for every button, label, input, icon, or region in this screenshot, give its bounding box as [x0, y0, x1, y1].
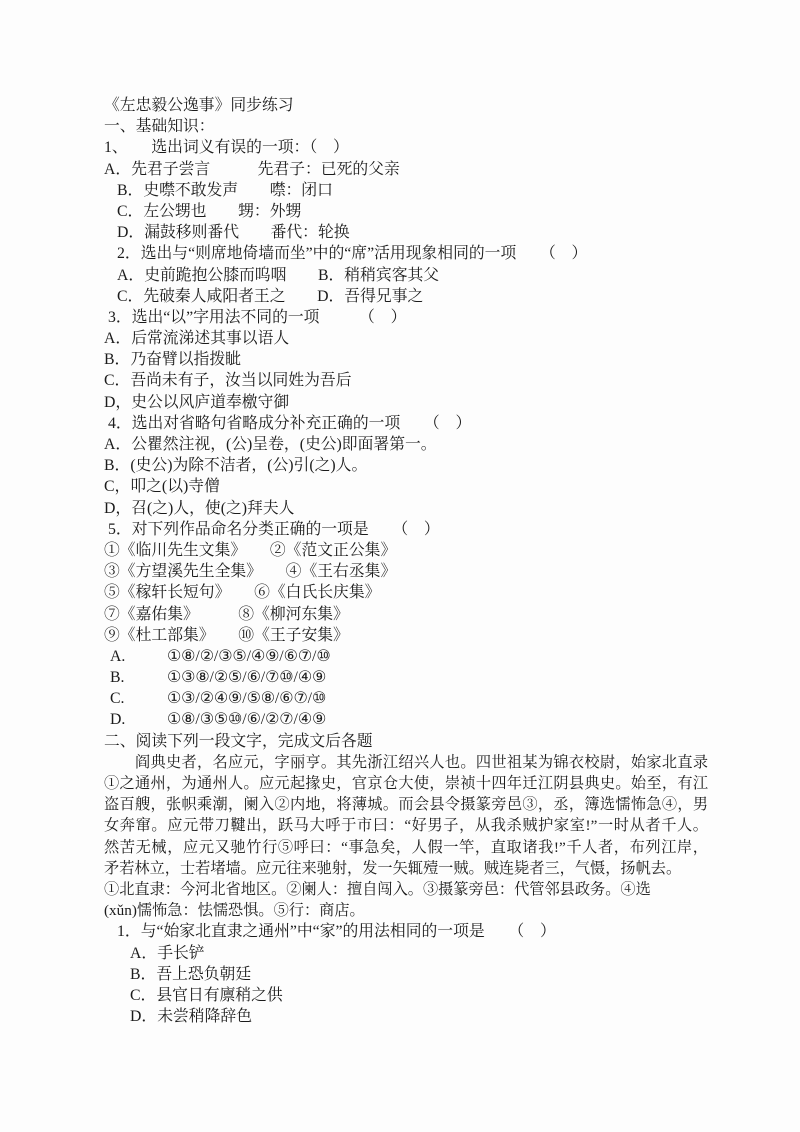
q1-option-d: D．漏鼓移则番代 番代：轮换	[117, 224, 350, 242]
passage-line: 女奔窜。应元带刀鞬出，跃马大呼于市曰：“好男子，从我杀贼护家室!”一时从者千人。	[104, 817, 708, 835]
q4-option-b: B．(史公)为除不洁者，(公)引(之)人。	[104, 457, 368, 475]
q1-option-b: B．史噤不敢发声 噤：闭口	[117, 181, 333, 199]
document-title: 《左忠毅公逸事》同步练习	[104, 97, 294, 114]
q5-item-row: ⑨《杜工部集》 ⑩《王子安集》	[104, 626, 349, 644]
passage-line: 阎典史者，名应元，字丽亨。其先浙江绍兴人也。四世祖某为锦衣校尉，始家北直录	[135, 753, 708, 771]
passage-line: 盗百艘，张帜乘潮，阑入②内地，将薄城。而会县令摄篆旁邑③，丞，簿选懦怖急④，男	[104, 796, 708, 814]
q5-stem: 5．对下列作品命名分类正确的一项是 （ ）	[108, 520, 440, 538]
passage-line: 然苦无械，应元又驰竹行⑤呼曰：“事急矣，人假一竿，直取诸我!”千人者，布列江岸，	[104, 838, 708, 856]
q1-option-c: C．左公甥也 甥：外甥	[117, 202, 302, 220]
passage-line: ①之通州，为通州人。应元起掾史，官京仓大使，崇祯十四年迁江阴县典史。始至，有江	[104, 775, 708, 792]
q5-answer-letter: B.	[110, 669, 125, 687]
q3-option-b: B．乃奋臂以指拨眦	[104, 351, 241, 369]
q5-answer-c	[110, 688, 708, 709]
q5-answer-value: ①⑧/③⑤⑩/⑥/②⑦/④⑨	[167, 711, 327, 729]
q4-stem: 4．选出对省略句省略成分补充正确的一项 （ ）	[108, 414, 472, 432]
q3-option-c: C．吾尚未有子，汝当以同姓为吾后	[104, 372, 352, 390]
q5-answer-d	[110, 709, 708, 730]
q5-answer-value: ①⑧/②/③⑤/④⑨/⑥⑦/⑩	[167, 647, 331, 665]
s2-q1-stem: 1．与“始家北直隶之通州”中“家”的用法相同的一项是 （ ）	[117, 923, 556, 941]
q5-item-row: ⑦《嘉佑集》 ⑧《柳河东集》	[104, 605, 349, 623]
q1-stem: 1、 选出词义有误的一项：（ ）	[104, 139, 349, 157]
q3-option-a: A．后常流涕述其事以语人	[104, 330, 290, 348]
q5-answer-value: ①③⑧/②⑤/⑥/⑦⑩/④⑨	[167, 669, 327, 687]
section2-heading: 二、阅读下列一段文字，完成文后各题	[104, 732, 373, 750]
q4-option-d: D，召(之)人，使(之)拜夫人	[104, 499, 295, 517]
q2-option-row: A．史前跪抱公膝而呜咽 B．稍稍宾客其父	[117, 266, 440, 284]
passage-line: 矛若林立，士若堵墙。应元往来驰射，发一矢辄殪一贼。贼连毙者三，气慑，扬帆去。	[104, 859, 682, 877]
q5-item-row: ⑤《稼轩长短句》 ⑥《白氏长庆集》	[104, 584, 381, 602]
q4-option-a: A．公瞿然注视，(公)呈卷，(史公)即面署第一。	[104, 436, 437, 453]
q5-answer-b	[110, 667, 708, 688]
q4-option-c: C，叩之(以)寺僧	[104, 478, 220, 496]
q3-option-d: D，史公以风庐道奉檄守御	[104, 393, 290, 411]
q5-item-row: ③《方望溪先生全集》 ④《王右丞集》	[104, 563, 397, 581]
q2-stem: 2．选出与“则席地倚墙而坐”中的“席”活用现象相同的一项 （ ）	[117, 245, 588, 263]
q5-answer-a	[110, 646, 708, 667]
q5-answer-letter: D.	[110, 711, 126, 729]
s2-q1-option-c: C．县官日有廪稍之供	[130, 986, 283, 1004]
s2-q1-option-b: B．吾上恐负朝廷	[130, 965, 252, 983]
q5-answer-letter: A.	[110, 647, 126, 665]
q5-item-row: ①《临川先生文集》 ②《范文正公集》	[104, 541, 397, 559]
footnote-line: (xǔn)懦怖急：怯懦恐惧。⑤行：商店。	[104, 902, 365, 920]
section1-heading: 一、基础知识：	[104, 118, 215, 136]
q2-option-row: C．先破秦人咸阳者王之 D．吾得兄事之	[117, 287, 424, 305]
s2-q1-option-a: A．手长铲	[130, 944, 205, 962]
q1-option-a: A．先君子尝言 先君子：已死的父亲	[104, 160, 400, 178]
q5-answer-value: ①③/②④⑨/⑤⑧/⑥⑦/⑩	[167, 690, 327, 708]
s2-q1-option-d: D．未尝稍降辞色	[130, 1008, 252, 1026]
q5-answer-letter: C.	[110, 690, 125, 708]
footnote-line: ①北直隶：今河北省地区。②阑人：擅自闯入。③摄篆旁邑：代管邻县政务。④选	[104, 880, 651, 898]
q3-stem: 3．选出“以”字用法不同的一项 （ ）	[108, 308, 407, 326]
